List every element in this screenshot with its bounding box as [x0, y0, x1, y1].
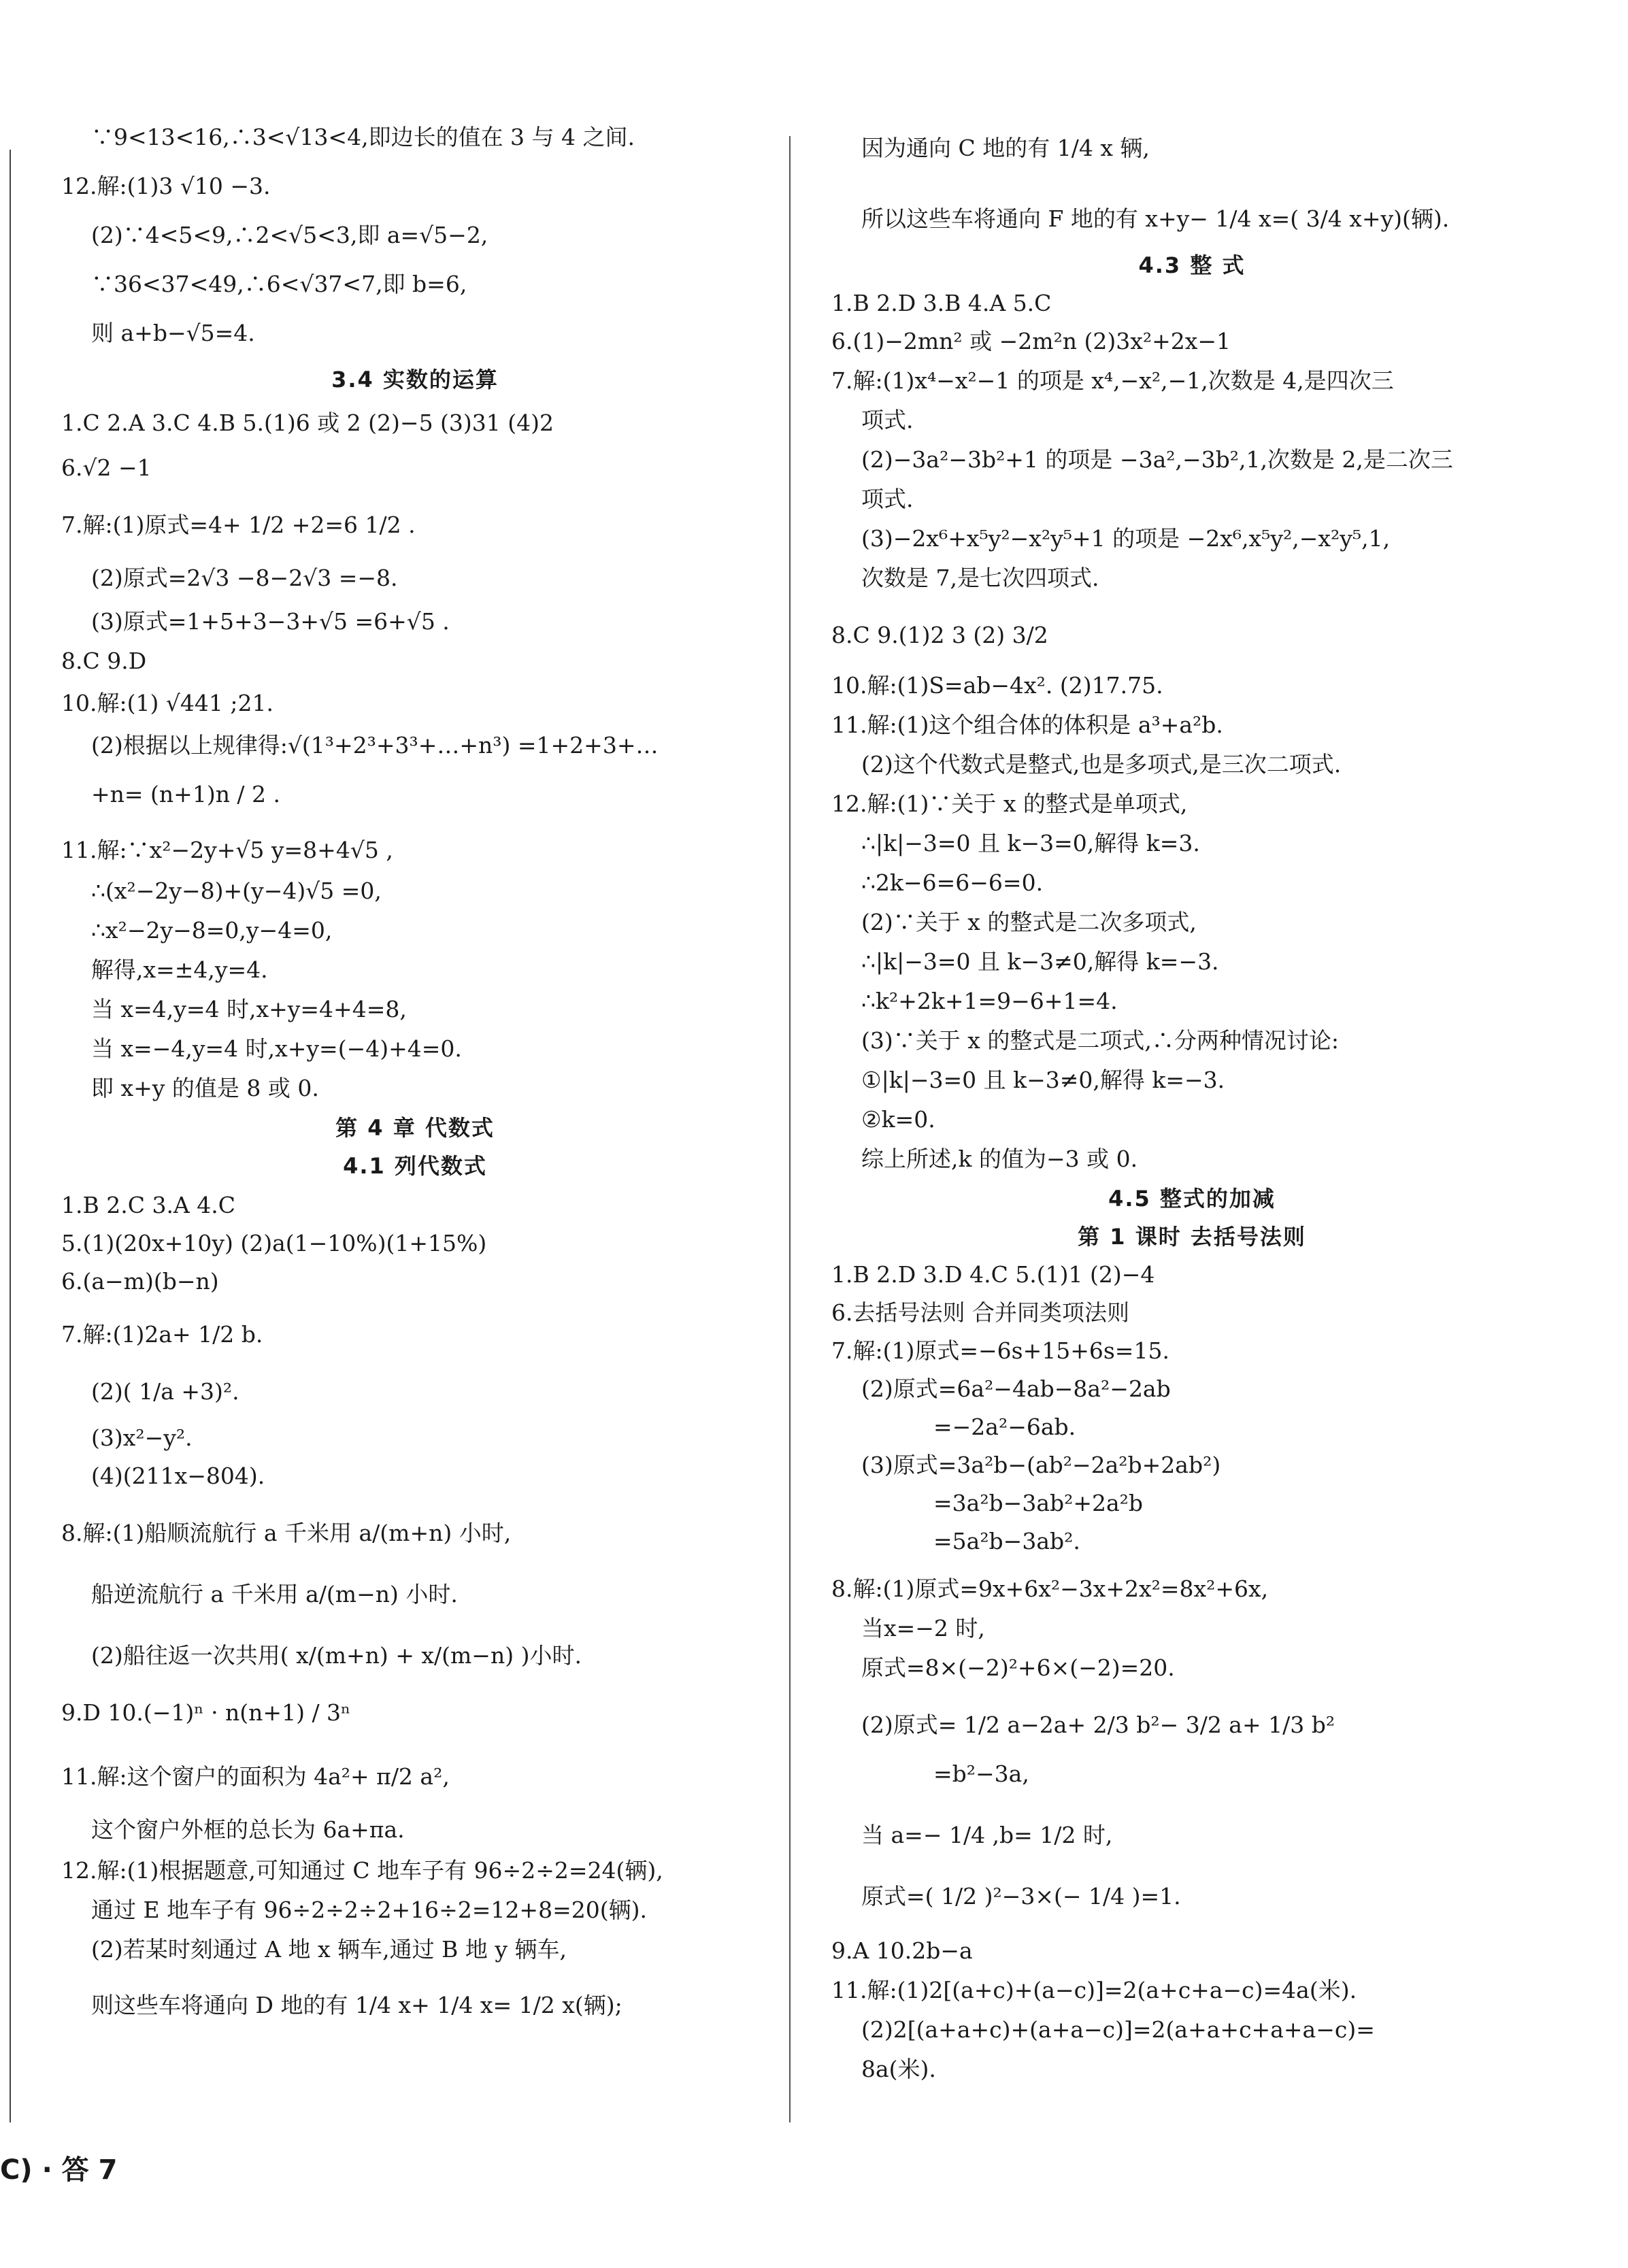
right-column [831, 122, 1552, 2084]
answer-line: 6.√2 −1 [61, 454, 152, 481]
answer-line: 7.解:(1)2a+ 1/2 b. [61, 1321, 263, 1348]
answer-line: 次数是 7,是七次四项式. [861, 565, 1099, 591]
answer-line: ∴x²−2y−8=0,y−4=0, [91, 917, 333, 944]
answer-line: 6.(a−m)(b−n) [61, 1268, 219, 1295]
answer-line: 10.解:(1) √441 ;21. [61, 690, 273, 716]
answer-line: 12.解:(1)∵关于 x 的整式是单项式, [831, 790, 1188, 817]
answer-line: 8a(米). [861, 2056, 936, 2082]
answer-line: 6.(1)−2mn² 或 −2m²n (2)3x²+2x−1 [831, 328, 1231, 354]
answer-line: 当 a=− 1/4 ,b= 1/2 时, [861, 1822, 1113, 1848]
answer-line: ∴2k−6=6−6=0. [861, 869, 1044, 896]
answer-line: ∵9<13<16,∴3<√13<4,即边长的值在 3 与 4 之间. [91, 124, 635, 150]
answer-line: 原式=8×(−2)²+6×(−2)=20. [861, 1654, 1175, 1681]
answer-line: 则这些车将通向 D 地的有 1/4 x+ 1/4 x= 1/2 x(辆); [91, 1992, 622, 2018]
answer-line: ∴k²+2k+1=9−6+1=4. [861, 988, 1118, 1014]
answer-line: (3)原式=1+5+3−3+√5 =6+√5 . [91, 608, 450, 635]
answer-line: 1.B 2.C 3.A 4.C [61, 1192, 235, 1218]
answer-line: 8.解:(1)原式=9x+6x²−3x+2x²=8x²+6x, [831, 1575, 1269, 1602]
answer-line: =3a²b−3ab²+2a²b [933, 1490, 1144, 1516]
answer-line: 5.(1)(20x+10y) (2)a(1−10%)(1+15%) [61, 1230, 487, 1256]
answer-line: 1.B 2.D 3.B 4.A 5.C [831, 290, 1052, 316]
answer-line: 综上所述,k 的值为−3 或 0. [861, 1146, 1138, 1172]
answer-line: (2)若某时刻通过 A 地 x 辆车,通过 B 地 y 辆车, [91, 1936, 567, 1963]
answer-line: ∴|k|−3=0 且 k−3=0,解得 k=3. [861, 830, 1200, 856]
answer-line: (3)−2x⁶+x⁵y²−x²y⁵+1 的项是 −2x⁶,x⁵y²,−x²y⁵,1, [861, 525, 1391, 552]
answer-line: 解得,x=±4,y=4. [91, 956, 268, 983]
section-heading: 第 4 章 代数式 [335, 1115, 495, 1141]
answer-line: (2)−3a²−3b²+1 的项是 −3a²,−3b²,1,次数是 2,是二次三 [861, 446, 1453, 473]
answer-line: 项式. [861, 407, 914, 433]
answer-line: 当 x=4,y=4 时,x+y=4+4=8, [91, 996, 407, 1022]
answer-line: ∵36<37<49,∴6<√37<7,即 b=6, [91, 271, 467, 297]
answer-line: (2)∵4<5<9,∴2<√5<3,即 a=√5−2, [91, 222, 488, 248]
answer-line: 1.B 2.D 3.D 4.C 5.(1)1 (2)−4 [831, 1261, 1155, 1288]
answer-line: 9.D 10.(−1)ⁿ · n(n+1) / 3ⁿ [61, 1699, 351, 1726]
answer-line: 因为通向 C 地的有 1/4 x 辆, [861, 135, 1150, 161]
answer-line: ∴|k|−3=0 且 k−3≠0,解得 k=−3. [861, 948, 1219, 975]
column-divider [789, 136, 791, 2122]
answer-line: 则 a+b−√5=4. [91, 320, 255, 346]
answer-line: 7.解:(1)x⁴−x²−1 的项是 x⁴,−x²,−1,次数是 4,是四次三 [831, 367, 1394, 394]
section-heading: 第 1 课时 去括号法则 [1078, 1224, 1306, 1250]
answer-line: (2)原式=6a²−4ab−8a²−2ab [861, 1375, 1171, 1402]
answer-line: 11.解:(1)2[(a+c)+(a−c)]=2(a+c+a−c)=4a(米). [831, 1977, 1357, 2003]
answer-line: (2)根据以上规律得:√(1³+2³+3³+…+n³) =1+2+3+… [91, 732, 659, 758]
answer-line: 通过 E 地车子有 96÷2÷2÷2+16÷2=12+8=20(辆). [91, 1897, 647, 1923]
answer-line: 所以这些车将通向 F 地的有 x+y− 1/4 x=( 3/4 x+y)(辆). [861, 205, 1450, 232]
answer-line: 当x=−2 时, [861, 1615, 985, 1641]
answer-line: 7.解:(1)原式=4+ 1/2 +2=6 1/2 . [61, 512, 416, 538]
answer-line: 这个窗户外框的总长为 6a+πa. [91, 1816, 405, 1843]
answer-line: 11.解:这个窗户的面积为 4a²+ π/2 a², [61, 1763, 450, 1790]
answer-line: (2)( 1/a +3)². [91, 1378, 239, 1405]
section-heading: 4.1 列代数式 [343, 1153, 487, 1179]
answer-line: 7.解:(1)原式=−6s+15+6s=15. [831, 1337, 1169, 1364]
answer-line: 项式. [861, 486, 914, 512]
answer-line: (3)原式=3a²b−(ab²−2a²b+2ab²) [861, 1452, 1221, 1478]
answer-line: (3)∵关于 x 的整式是二项式,∴分两种情况讨论: [861, 1027, 1339, 1054]
answer-line: 9.A 10.2b−a [831, 1937, 973, 1964]
answer-line: ②k=0. [861, 1106, 935, 1133]
answer-line: 12.解:(1)根据题意,可知通过 C 地车子有 96÷2÷2=24(辆), [61, 1857, 663, 1884]
left-column [61, 122, 769, 2020]
answer-line: +n= (n+1)n / 2 . [91, 781, 281, 807]
page-footer: C) · 答 7 [0, 2154, 118, 2186]
answer-line: ∴(x²−2y−8)+(y−4)√5 =0, [91, 878, 382, 904]
answer-line: (2)∵关于 x 的整式是二次多项式, [861, 909, 1197, 935]
answer-line: (2)2[(a+a+c)+(a+a−c)]=2(a+a+c+a+a−c)= [861, 2016, 1375, 2043]
answer-line: 10.解:(1)S=ab−4x². (2)17.75. [831, 672, 1163, 699]
answer-line: 11.解:(1)这个组合体的体积是 a³+a²b. [831, 712, 1223, 738]
answer-line: 12.解:(1)3 √10 −3. [61, 173, 271, 199]
answer-line: (3)x²−y². [91, 1424, 193, 1451]
answer-line: 8.C 9.D [61, 648, 147, 674]
answer-line: 11.解:∵x²−2y+√5 y=8+4√5 , [61, 837, 393, 863]
answer-line: 1.C 2.A 3.C 4.B 5.(1)6 或 2 (2)−5 (3)31 (4)2 [61, 410, 554, 436]
answer-line: 原式=( 1/2 )²−3×(− 1/4 )=1. [861, 1883, 1181, 1910]
answer-line: 即 x+y 的值是 8 或 0. [91, 1075, 319, 1101]
section-heading: 4.5 整式的加减 [1108, 1186, 1276, 1212]
section-heading: 4.3 整 式 [1138, 252, 1246, 278]
answer-line: 8.解:(1)船顺流航行 a 千米用 a/(m+n) 小时, [61, 1520, 512, 1546]
answer-line: (2)原式= 1/2 a−2a+ 2/3 b²− 3/2 a+ 1/3 b² [861, 1712, 1335, 1738]
answer-line: (2)原式=2√3 −8−2√3 =−8. [91, 565, 398, 591]
left-edge-rule [10, 150, 11, 2122]
answer-line: 当 x=−4,y=4 时,x+y=(−4)+4=0. [91, 1035, 462, 1062]
answer-line: (4)(211x−804). [91, 1463, 265, 1489]
section-heading: 3.4 实数的运算 [331, 367, 499, 393]
answer-line: 6.去括号法则 合并同类项法则 [831, 1299, 1129, 1326]
answer-line: ①|k|−3=0 且 k−3≠0,解得 k=−3. [861, 1067, 1225, 1093]
answer-line: (2)这个代数式是整式,也是多项式,是三次二项式. [861, 751, 1342, 778]
answer-line: =−2a²−6ab. [933, 1414, 1076, 1440]
answer-line: 8.C 9.(1)2 3 (2) 3/2 [831, 622, 1048, 648]
answer-line: =5a²b−3ab². [933, 1528, 1080, 1554]
answer-line: =b²−3a, [933, 1761, 1029, 1787]
answer-line: 船逆流航行 a 千米用 a/(m−n) 小时. [91, 1581, 458, 1607]
answer-line: (2)船往返一次共用( x/(m+n) + x/(m−n) )小时. [91, 1642, 582, 1669]
